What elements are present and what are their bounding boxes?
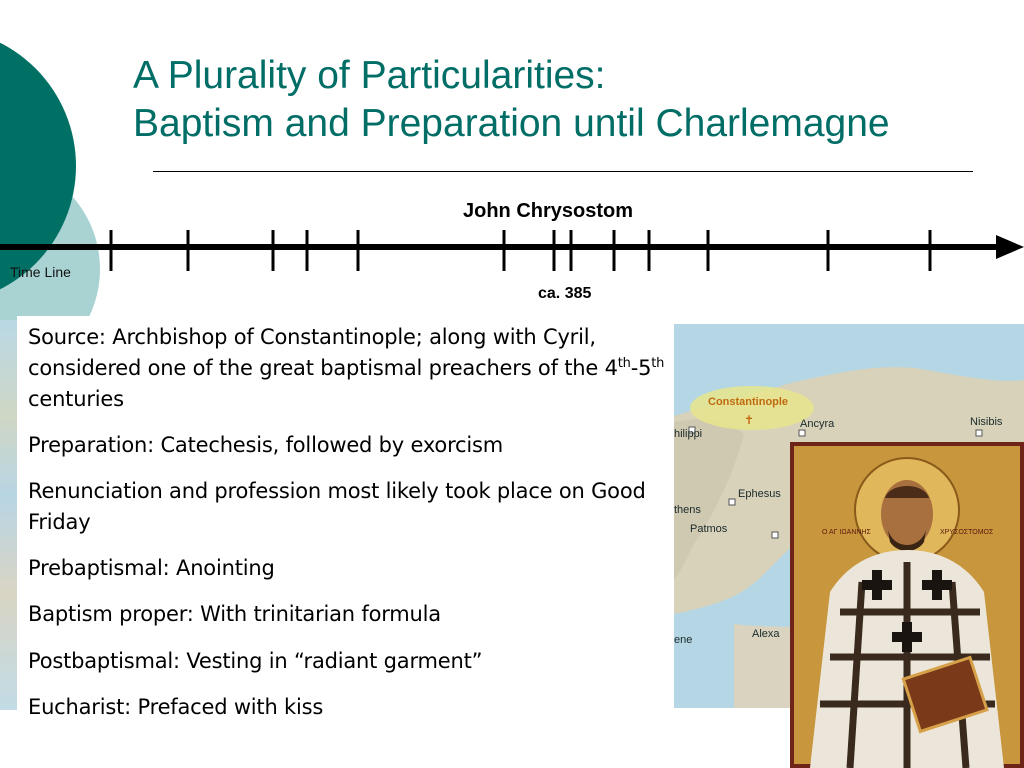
map-label-patmos: Patmos [690,523,728,535]
icon-inscription-left: Ο ΑΓ ΙΩΑΝΝΗΣ [822,529,871,536]
timeline-label: Time Line [10,264,71,280]
content-item: Preparation: Catechesis, followed by exorcism [28,433,504,457]
city-marker [799,430,805,436]
icon-inscription-right: ΧΡΥΣΟΣΤΟΜΟΣ [940,529,994,536]
icon-painting [790,442,1024,768]
content-source [28,322,668,415]
map-label-nisibis: Nisibis [970,416,1003,428]
timeline-date: ca. 385 [538,285,592,302]
title-line-1: A Plurality of Particularities: [133,54,606,97]
source-superscript: th [617,356,631,371]
source-dash: -5 [630,356,652,380]
content-item: Baptism proper: With trinitarian formula [28,602,441,626]
map-label-athens: thens [674,504,701,516]
map-label-alexandria: Alexa [752,628,780,640]
source-text-end: centuries [28,387,124,411]
content-item: Renunciation and profession most likely took place on Good Friday [28,479,646,534]
timeline-arrow [0,225,1024,275]
timeline-arrowhead [996,235,1024,259]
city-marker [976,430,982,436]
map-sliver [0,320,18,710]
content-textbox [17,316,663,726]
content-item: Eucharist: Prefaced with kiss [28,695,324,719]
map-label-philippi: hilippi [674,428,703,440]
slide-title [133,52,1013,148]
city-marker [729,499,735,505]
content-item: Prebaptismal: Anointing [28,556,275,580]
map-label-constantinople: Constantinople [708,396,789,408]
timeline-ticks [111,230,930,271]
title-line-2: Baptism and Preparation until Charlemagne [133,102,890,145]
content-item: Postbaptismal: Vesting in “radiant garment” [28,649,483,673]
map-label-ephesus: Ephesus [738,488,781,500]
title-divider [153,171,973,172]
map-label-ancyra: Ancyra [800,418,835,430]
cross-icon: ✝ [744,413,755,427]
source-text: Source: Archbishop of Constantinople; along with Cyril, considered one of the great baptismal preachers of the 4 [28,325,618,380]
city-marker [772,532,778,538]
timeline-figure-label: John Chrysostom [463,200,634,222]
saint-icon-image [790,442,1024,768]
map-label-cyrene: ene [674,634,693,646]
source-superscript: th [651,356,665,371]
